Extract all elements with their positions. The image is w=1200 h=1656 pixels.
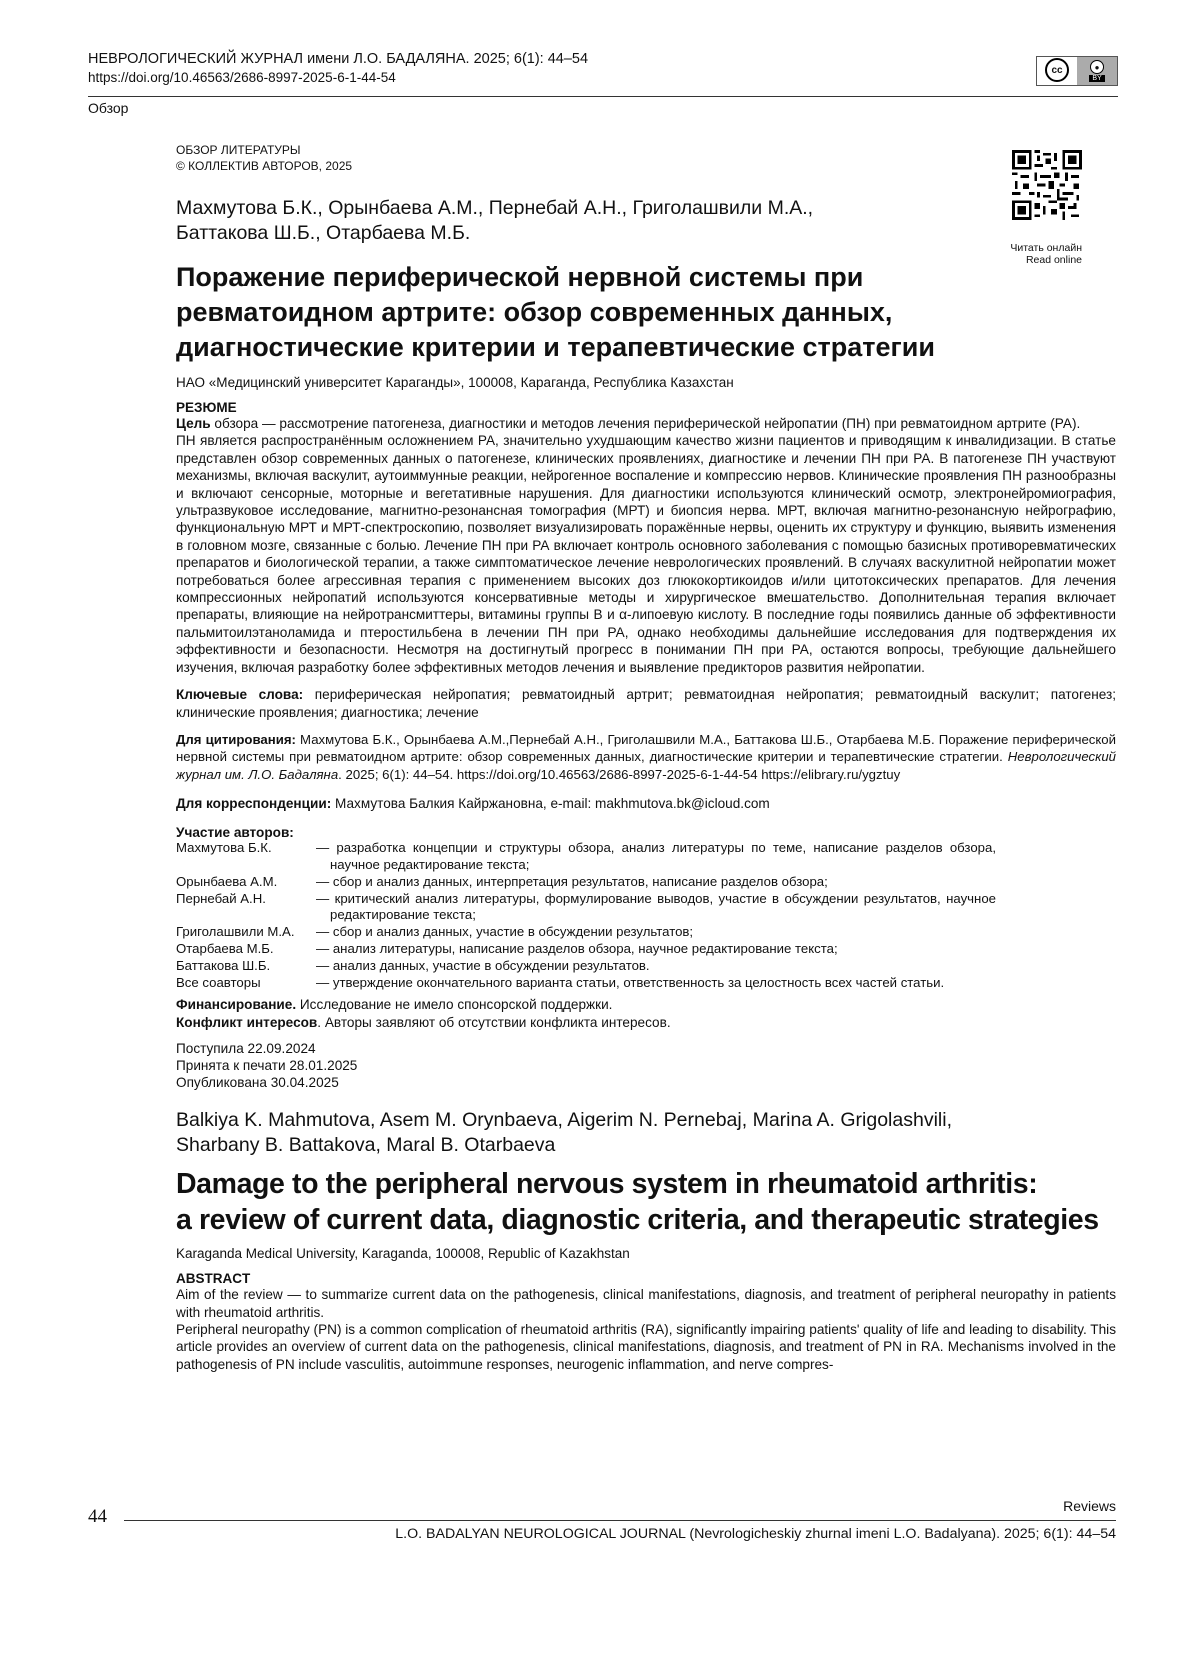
aim-label: Цель [176,416,211,431]
section-label: Обзор [88,100,129,116]
article-type: ОБЗОР ЛИТЕРАТУРЫ [176,143,301,157]
abstract-en-aim: Aim of the review — to summarize current data on the pathogenesis, clinical manifestations, diagnosis, and treatment of peripheral neuropathy in patients with rheumatoid arthritis. [176,1287,1116,1320]
copyright: © КОЛЛЕКТИВ АВТОРОВ, 2025 [176,159,353,173]
correspondence: Для корреспонденции: Махмутова Балкия Кайржановна, e-mail: makhmutova.bk@icloud.com [176,796,770,812]
authors-ru: Махмутова Б.К., Орынбаева А.М., Пернебай А.Н., Григолашвили М.А., Баттакова Ш.Б., Отарбаева М.Б. [176,197,814,244]
abstract-en-text: Peripheral neuropathy (PN) is a common complication of rheumatoid arthritis (RA), significantly impairing patients' quality of life and leading to disability. This article provides an overview of current data on the pathogenesis, clinical manifestations, diagnosis, and treatment of PN in RA. Mechanisms involved in the pathogenesis of PN include vasculitis, autoimmune responses, neurogenic inflammation, and nerve compres- [176,1321,1116,1372]
article-dates [176,1040,1116,1091]
funding-conflict [176,996,1116,1031]
contribution-row: Григолашвили М.А. — сбор и анализ данных, участие в обсуждении результатов; [176,924,694,940]
journal-citation: НЕВРОЛОГИЧЕСКИЙ ЖУРНАЛ имени Л.О. БАДАЛЯНА. 2025; 6(1): 44–54 [88,51,589,67]
abstract-ru-text: ПН является распространённым осложнением РА, значительно ухудшающим качество жизни пациентов и приводящим к инвалидизации. В статье представлен обзор современных данных о патогенезе, клинических проявлениях, диагностике и лечении ПН при РА. В патогенезе ПН участвуют механизмы, включая васкулит, аутоиммунные реакции, нейрогенное воспаление и компрессию нервов. Клинические проявления ПН разнообразны и включают сенсорные, моторные и вегетативные нарушения. Для диагностики используются клинический осмотр, электронейромиография, ультразвуковое исследование, магнитно-резонансная томография (МРТ) и биопсия нерва. МРТ, включая магнитно-резонансную нейрографию, функциональную МРТ и МРТ-спектроскопию, позволяет визуализировать поражённые нервы, оценить их структуру и функцию, выявить изменения в головном мозге, связанные с болью. Лечение ПН при РА включает контроль основного заболевания с помощью базисных противоревматических препаратов и биологической терапии, а также симптоматическое лечение неврологических проявлений. В случаях васкулитной нейропатии может потребоваться более агрессивная терапия с применением высоких доз глюкокортикоидов и/или цитотоксических препаратов. Для лечения компрессионных нейропатий используются консервативные методы и хирургическое вмешательство. Дополнительная терапия включает препараты, влияющие на нейротрансмиттеры, витамины группы B и α-липоевую кислоту. В последние годы появились данные об эффективности пальмитоилэтаноламида и птеростильбена в лечении ПН при РА, однако необходимы дальнейшие исследования для подтверждения их эффективности и безопасности. Несмотря на достигнутый прогресс в понимании ПН при РА, остаются вопросы, требующие дальнейшего изучения, включая разработку более эффективных методов лечения и выявление предикторов развития нейропатии. [176,433,1116,675]
page-number: 44 [88,1506,107,1527]
doi-link[interactable]: https://doi.org/10.46563/2686-8997-2025-6-1-44-54 [88,70,396,85]
aim-text: обзора — рассмотрение патогенеза, диагностики и методов лечения периферической нейропатии (ПН) при ревматоидном артрите (РА). [210,416,1081,431]
conflict-of-interest: Конфликт интересов. Авторы заявляют об отсутствии конфликта интересов. [176,1014,671,1030]
by-icon: ● BY [1077,57,1117,85]
contribution-row: Все соавторы — утверждение окончательного варианта статьи, ответственность за целостность всех частей статьи. [176,974,945,990]
abstract-heading-ru: РЕЗЮМЕ [176,400,237,415]
contribution-row: Пернебай А.Н. — критический анализ литературы, формулирование выводов, участие в обсуждении результатов, научное редактирование текста; [176,890,996,923]
contribution-row: Орынбаева А.М. — сбор и анализ данных, интерпретация результатов, написание разделов обзора; [176,873,828,889]
contribution-row: Баттакова Ш.Б. — анализ данных, участие в обсуждении результатов. [176,957,650,973]
cc-icon: cc [1037,57,1077,83]
affiliation-en: Karaganda Medical University, Karaganda, 100008, Republic of Kazakhstan [176,1246,630,1262]
qr-caption-en: Read online [1025,254,1082,266]
cc-by-license-badge[interactable] [1036,56,1118,86]
contribution-row: Отарбаева М.Б. — анализ литературы, написание разделов обзора, научное редактирование текста; [176,940,838,956]
date-published: Опубликована 30.04.2025 [176,1075,339,1091]
article-body [176,142,1116,1373]
footer-divider [124,1520,1116,1521]
keywords-ru: Ключевые слова: периферическая нейропатия; ревматоидный артрит; ревматоидная нейропатия; ревматоидный васкулит; патогенез; клинические проявления; диагностика; лечение [176,687,1116,720]
abstract-heading-en: ABSTRACT [176,1271,251,1287]
footer-journal: L.O. BADALYAN NEUROLOGICAL JOURNAL (Nevrologicheskiy zhurnal imeni L.O. Badalyana). 2025; 6(1): 44–54 [395,1526,1116,1542]
contribution-row: Махмутова Б.К. — разработка концепции и структуры обзора, анализ литературы по теме, написание разделов обзора, научное редактирование текста; [176,840,996,872]
abstract-en [176,1286,1116,1373]
contributions-list [176,840,996,991]
abstract-ru [176,415,1116,676]
affiliation-ru: НАО «Медицинский университет Караганды», 100008, Караганда, Республика Казахстан [176,375,734,390]
funding: Финансирование. Исследование не имело спонсорской поддержки. [176,997,613,1013]
contributions-heading: Участие авторов: [176,825,294,841]
running-header [88,50,1118,87]
date-accepted: Принята к печати 28.01.2025 [176,1058,358,1074]
date-received: Поступила 22.09.2024 [176,1041,316,1057]
citation-block: Для цитирования: Махмутова Б.К., Орынбаева А.М.,Пернебай А.Н., Григолашвили М.А., Баттакова Ш.Б., Отарбаева М.Б. Поражение периферической нервной системы при ревматоидном артрите: обзор современных данных, диагностические критерии и терапевтические стратегии. Неврологический журнал им. Л.О. Бадаляна. 2025; 6(1): 44–54. https://doi.org/10.46563/2686-8997-2025-6-1-44-54 https://elibrary.ru/ygztuy [176,731,1116,782]
article-title-en: Damage to the peripheral nervous system in rheumatoid arthritis: a review of current data, diagnostic criteria, and therapeutic strategies [176,1168,1099,1237]
header-divider [88,96,1118,97]
qr-caption-ru: Читать онлайн [1010,242,1082,254]
authors-en: Balkiya K. Mahmutova, Asem M. Orynbaeva, Aigerim N. Pernebaj, Marina A. Grigolashvili, Sharbany B. Battakova, Maral B. Otarbaeva [176,1109,952,1157]
footer-section-label: Reviews [1063,1498,1116,1514]
article-title-ru: Поражение периферической нервной системы при ревматоидном артрите: обзор современных данных, диагностические критерии и терапевтические стратегии [176,262,935,362]
